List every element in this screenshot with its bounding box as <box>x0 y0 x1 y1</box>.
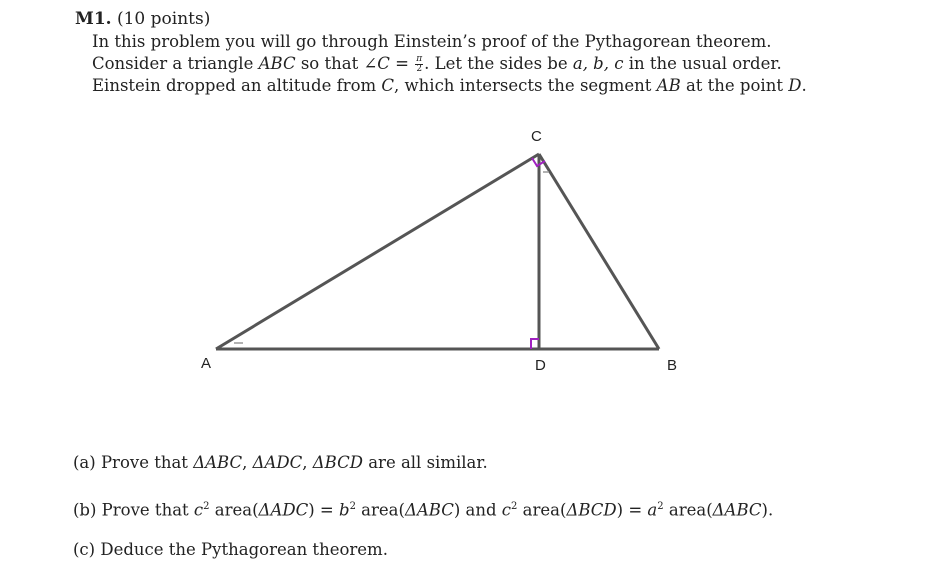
part-text: area( <box>209 500 259 520</box>
part-text: , <box>242 453 253 472</box>
math-triangle-bcd: ΔBCD <box>312 453 363 472</box>
vertex-label-a: A <box>201 355 212 372</box>
vertex-label-c: C <box>531 128 542 145</box>
math-triangle-adc: ΔADC <box>252 453 303 472</box>
right-angle-mark-c <box>532 158 545 166</box>
intro-text: . Let the sides be <box>424 54 573 73</box>
math-c: c <box>193 500 204 520</box>
part-text: (a) Prove that <box>73 453 194 472</box>
math-triangle-adc: ΔADC <box>258 500 309 520</box>
exponent: 2 <box>203 501 210 512</box>
fraction-denominator: 2 <box>416 64 423 74</box>
intro-text: in the usual order. <box>623 54 782 73</box>
intro-text: . <box>801 76 807 95</box>
part-text: (b) Prove that <box>73 500 194 520</box>
exponent: 2 <box>511 501 518 512</box>
part-b <box>73 496 773 522</box>
problem-label: M1. <box>75 9 112 29</box>
math-sides: a, b, c <box>572 54 624 73</box>
math-c: C <box>377 54 390 73</box>
intro-text: Consider a triangle <box>92 54 259 73</box>
math-c: c <box>501 500 512 520</box>
math-d: D <box>788 76 802 95</box>
right-angle-mark-d <box>531 339 539 349</box>
vertex-label-b: B <box>667 357 678 374</box>
math-triangle-abc: ΔABC <box>193 453 243 472</box>
side-ac <box>216 154 539 349</box>
part-text: are all similar. <box>362 453 488 472</box>
part-a <box>73 452 488 474</box>
math-abc: ABC <box>258 54 296 73</box>
intro-text: Einstein dropped an altitude from <box>92 76 382 95</box>
math-c: C <box>381 76 395 95</box>
intro-text: , which intersects the segment <box>394 76 657 95</box>
pi-over-two-fraction <box>415 55 423 74</box>
math-ab: AB <box>656 76 681 95</box>
intro-text: so that ∠ <box>295 54 378 73</box>
part-text: ) = <box>308 500 339 520</box>
problem-intro <box>92 31 892 97</box>
part-text: , <box>302 453 313 472</box>
math-triangle-bcd: ΔBCD <box>566 500 617 520</box>
part-text: ). <box>761 500 774 520</box>
part-text: ) = <box>616 500 648 520</box>
fraction-numerator: π <box>416 54 423 64</box>
math-b: b <box>339 500 350 520</box>
problem-points: (10 points) <box>116 9 211 29</box>
part-text: area( <box>355 500 405 520</box>
side-bc <box>539 154 659 349</box>
part-text: ) and <box>453 500 502 520</box>
part-text: area( <box>663 500 713 520</box>
math-triangle-abc: ΔABC <box>404 500 454 520</box>
vertex-label-d: D <box>535 357 546 374</box>
intro-line-2 <box>92 53 892 75</box>
intro-text: = <box>389 54 415 73</box>
math-triangle-abc: ΔABC <box>712 500 762 520</box>
math-a: a <box>647 500 658 520</box>
problem-header <box>75 8 210 30</box>
part-text: area( <box>517 500 567 520</box>
exponent: 2 <box>349 501 356 512</box>
intro-text: at the point <box>680 76 789 95</box>
part-c: (c) Deduce the Pythagorean theorem. <box>73 540 388 559</box>
intro-line-1: In this problem you will go through Einstein’s proof of the Pythagorean theorem. <box>92 32 772 51</box>
exponent: 2 <box>657 501 664 512</box>
intro-line-3 <box>92 75 892 97</box>
